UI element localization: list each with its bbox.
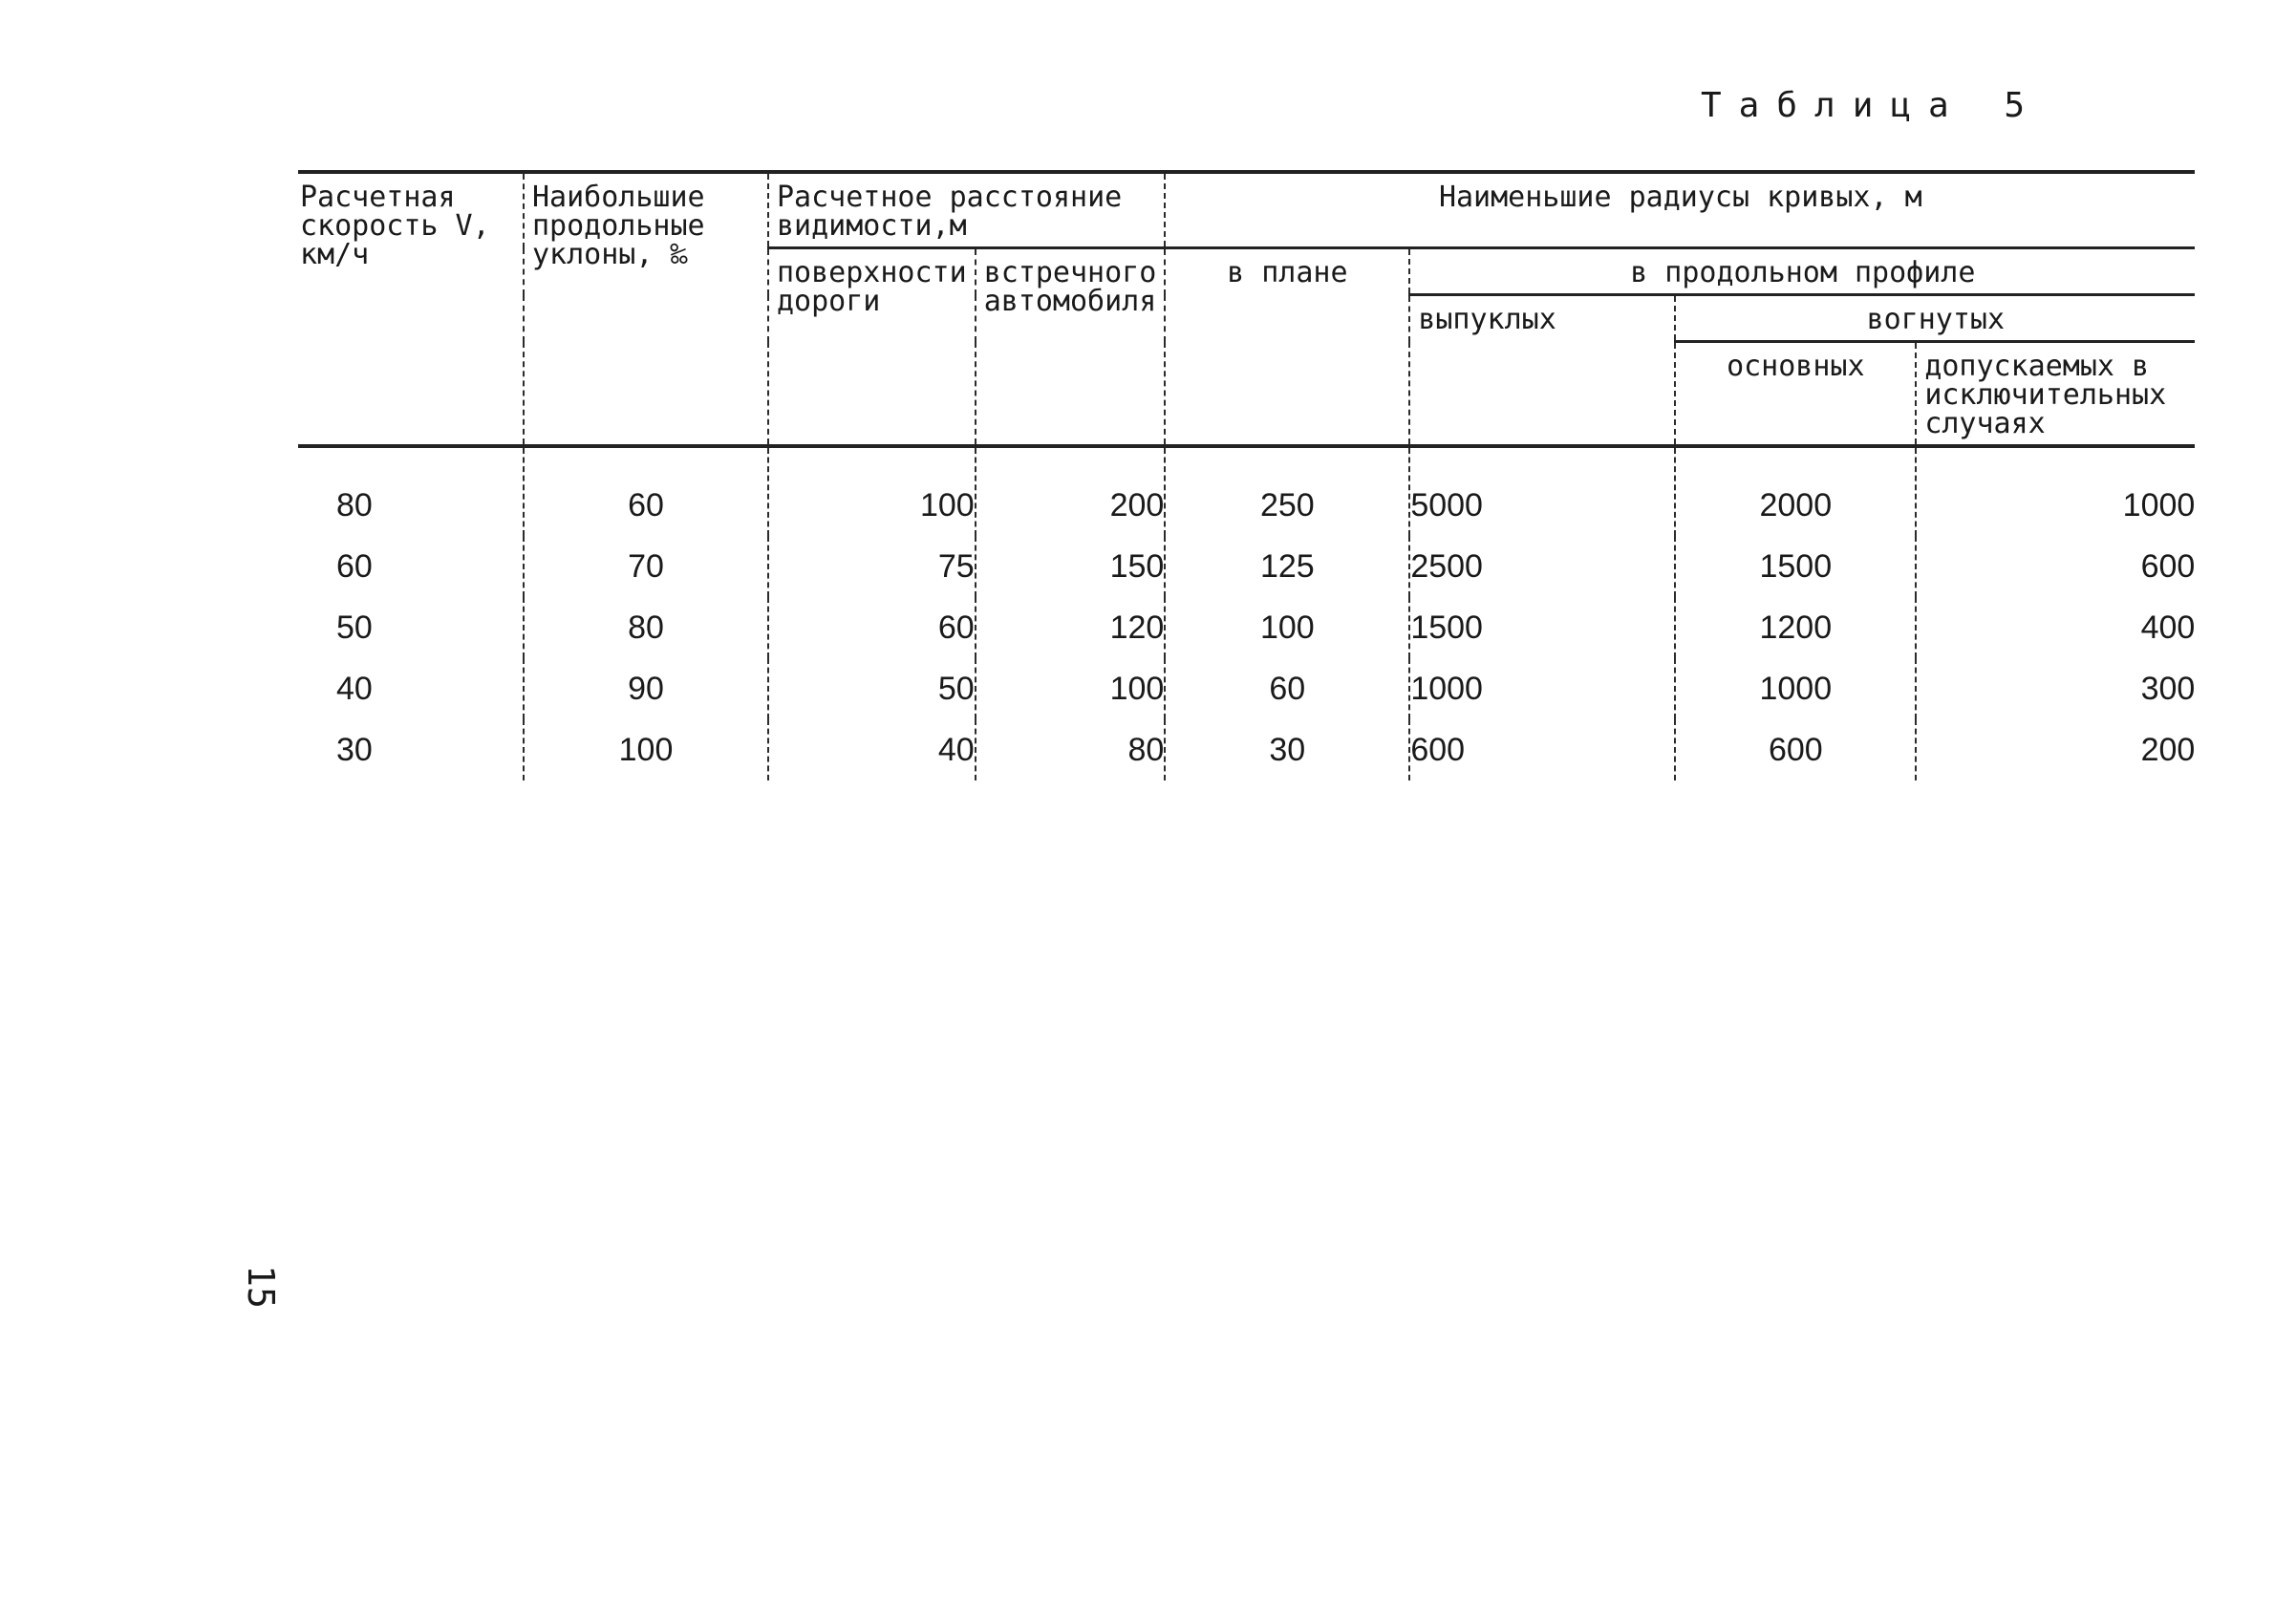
- cell-radius-concave-exceptional: 400: [1916, 597, 2195, 658]
- header-concave-exceptional: допускаемых в исключительных случаях: [1916, 342, 2195, 447]
- table-row: [298, 658, 2195, 719]
- cell-radius-concave-exceptional: 300: [1916, 658, 2195, 719]
- cell-radius-concave-main: 2000: [1675, 446, 1916, 536]
- cell-radius-plan: 100: [1165, 597, 1409, 658]
- cell-sight-surface: 60: [768, 597, 976, 658]
- cell-radius-concave-main: 600: [1675, 719, 1916, 780]
- cell-grade: 80: [524, 597, 768, 658]
- cell-speed: 30: [336, 731, 373, 768]
- cell-radius-plan: 250: [1165, 446, 1409, 536]
- cell-sight-oncoming: 200: [976, 446, 1166, 536]
- cell-sight-surface: 75: [768, 536, 976, 597]
- header-convex: выпуклых: [1409, 295, 1675, 447]
- table-row: [298, 446, 2195, 536]
- table-row: [298, 719, 2195, 780]
- table-caption: Таблица 5: [1701, 86, 2043, 125]
- header-min-radii: Наименьшие радиусы кривых, м: [1165, 172, 2195, 248]
- cell-radius-concave-exceptional: 200: [1916, 719, 2195, 780]
- cell-radius-plan: 60: [1165, 658, 1409, 719]
- cell-radius-convex: 2500: [1409, 536, 1675, 597]
- cell-sight-surface: 100: [768, 446, 976, 536]
- cell-grade: 100: [524, 719, 768, 780]
- page-number: 15: [239, 1265, 282, 1309]
- cell-sight-surface: 50: [768, 658, 976, 719]
- cell-speed: 40: [336, 670, 373, 707]
- cell-sight-surface: 40: [768, 719, 976, 780]
- cell-radius-concave-main: 1000: [1675, 658, 1916, 719]
- cell-radius-convex: 5000: [1409, 446, 1675, 536]
- header-in-plan: в плане: [1165, 248, 1409, 447]
- cell-sight-oncoming: 80: [976, 719, 1166, 780]
- design-parameters-table: [298, 170, 2195, 780]
- cell-speed: 60: [336, 547, 373, 585]
- cell-sight-oncoming: 150: [976, 536, 1166, 597]
- header-sight-distance: Расчетное расстояние видимости,м: [768, 172, 1165, 248]
- cell-grade: 90: [524, 658, 768, 719]
- table-body: [298, 446, 2195, 780]
- cell-sight-oncoming: 100: [976, 658, 1166, 719]
- cell-grade: 60: [524, 446, 768, 536]
- cell-radius-convex: 600: [1409, 719, 1675, 780]
- cell-radius-concave-main: 1500: [1675, 536, 1916, 597]
- cell-radius-convex: 1500: [1409, 597, 1675, 658]
- header-in-profile: в продольном профиле: [1409, 248, 2195, 295]
- cell-grade: 70: [524, 536, 768, 597]
- header-design-speed: Расчетная скорость V, км/ч: [298, 172, 524, 446]
- cell-speed: 50: [336, 609, 373, 646]
- cell-radius-concave-main: 1200: [1675, 597, 1916, 658]
- table-row: [298, 597, 2195, 658]
- header-concave-main: основных: [1675, 342, 1916, 447]
- table-row: [298, 536, 2195, 597]
- cell-radius-convex: 1000: [1409, 658, 1675, 719]
- table-header: [298, 172, 2195, 446]
- cell-radius-concave-exceptional: 600: [1916, 536, 2195, 597]
- header-sight-surface: поверхности дороги: [768, 248, 976, 447]
- cell-radius-plan: 30: [1165, 719, 1409, 780]
- header-sight-oncoming: встречного автомобиля: [976, 248, 1166, 447]
- cell-sight-oncoming: 120: [976, 597, 1166, 658]
- cell-speed: 80: [336, 486, 373, 524]
- cell-radius-concave-exceptional: 1000: [1916, 446, 2195, 536]
- header-max-grades: Наибольшие продольные уклоны, ‰: [524, 172, 768, 446]
- header-concave: вогнутых: [1675, 295, 2195, 342]
- cell-radius-plan: 125: [1165, 536, 1409, 597]
